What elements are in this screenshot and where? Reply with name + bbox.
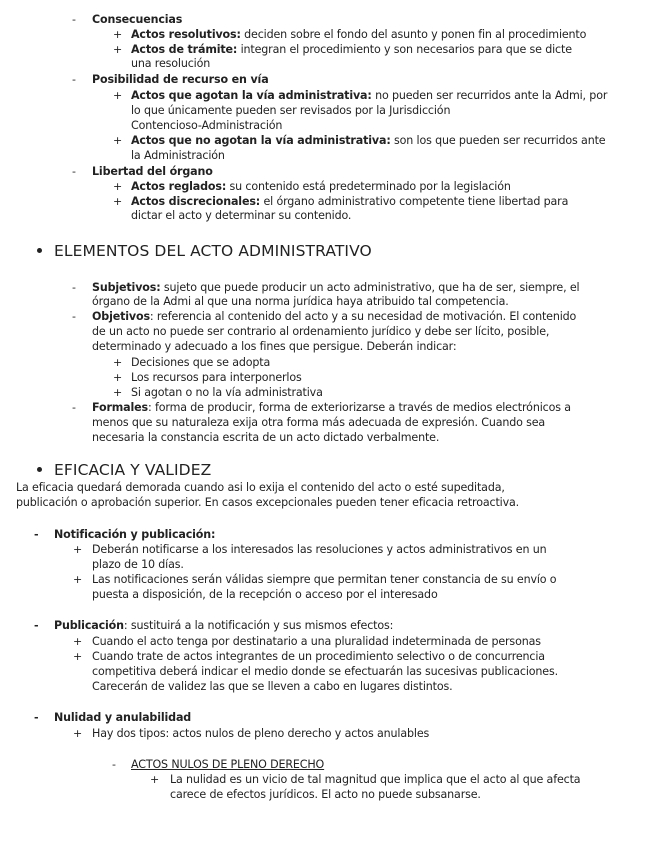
notificacion-item1-2: plazo de 10 días. bbox=[92, 558, 184, 571]
plus-marker: + bbox=[113, 134, 123, 147]
subjetivos-line bbox=[92, 281, 579, 295]
notificacion-item1-1: Deberán notificarse a los interesados las resoluciones y actos administrativos en un bbox=[92, 543, 547, 556]
dash-marker: - bbox=[34, 711, 39, 724]
nulos-title: ACTOS NULOS DE PLENO DERECHO bbox=[131, 758, 325, 771]
objetivos-item: Los recursos para interponerlos bbox=[131, 371, 302, 384]
objetivos-line bbox=[92, 310, 576, 324]
no-agotan-label: Actos que no agotan la vía administrativa: bbox=[131, 134, 391, 147]
dash-marker: - bbox=[72, 73, 76, 86]
agotan-label: Actos que agotan la vía administrativa: bbox=[131, 89, 372, 102]
plus-marker: + bbox=[73, 727, 83, 740]
subjetivos-label: Subjetivos: bbox=[92, 281, 161, 294]
objetivos-text: : referencia al contenido del acto y a su necesidad de motivación. El contenido bbox=[149, 310, 577, 323]
notificacion-item2-1: Las notificaciones serán válidas siempre que permitan tener constancia de su envío o bbox=[92, 573, 557, 586]
formales-text: : forma de producir, forma de exteriorizarse a través de medios electrónicos a bbox=[148, 401, 571, 414]
no-agotan-text-2: la Administración bbox=[131, 149, 225, 162]
plus-marker: + bbox=[113, 356, 123, 369]
dash-marker: - bbox=[72, 310, 76, 323]
plus-marker: + bbox=[73, 543, 83, 556]
eficacia-intro-2: publicación o aprobación superior. En casos excepcionales pueden tener eficacia retroactiva. bbox=[16, 496, 520, 509]
subjetivos-text: sujeto que puede producir un acto administrativo, que ha de ser, siempre, el bbox=[160, 281, 580, 294]
libertad-title: Libertad del órgano bbox=[92, 165, 213, 178]
notificacion-title: Notificación y publicación: bbox=[54, 528, 216, 541]
plus-marker: + bbox=[113, 371, 123, 384]
publicacion-text: : sustituirá a la notificación y sus mismos efectos: bbox=[123, 619, 394, 632]
plus-marker: + bbox=[73, 650, 83, 663]
plus-marker: + bbox=[113, 43, 123, 56]
reglados-text: su contenido está predeterminado por la legislación bbox=[226, 180, 511, 193]
plus-marker: + bbox=[113, 180, 123, 193]
dash-marker: - bbox=[34, 528, 39, 541]
no-agotan-line bbox=[131, 134, 605, 148]
agotan-text-2: lo que únicamente pueden ser revisados por la Jurisdicción bbox=[131, 104, 451, 117]
nulos-item-1: La nulidad es un vicio de tal magnitud que implica que el acto al que afecta bbox=[170, 773, 581, 786]
objetivos-text-2: de un acto no puede ser contrario al ordenamiento jurídico y debe ser lícito, posible, bbox=[92, 325, 550, 338]
reglados-label: Actos reglados: bbox=[131, 180, 227, 193]
objetivos-item: Decisiones que se adopta bbox=[131, 356, 271, 369]
nulos-item-2: carece de efectos jurídicos. El acto no puede subsanarse. bbox=[170, 788, 481, 801]
dash-marker: - bbox=[112, 758, 116, 771]
consecuencias-title: Consecuencias bbox=[92, 13, 183, 26]
discrecionales-text: el órgano administrativo competente tiene libertad para bbox=[260, 195, 569, 208]
reglados-line bbox=[131, 180, 511, 194]
dash-marker: - bbox=[72, 401, 76, 414]
agotan-line bbox=[131, 89, 607, 103]
publicacion-item1: Cuando el acto tenga por destinatario a una pluralidad indeterminada de personas bbox=[92, 635, 541, 648]
dash-marker: - bbox=[72, 165, 76, 178]
nulidad-item: Hay dos tipos: actos nulos de pleno derecho y actos anulables bbox=[92, 727, 430, 740]
agotan-text: no pueden ser recurridos ante la Admi, por bbox=[371, 89, 608, 102]
formales-label: Formales bbox=[92, 401, 148, 414]
dash-marker: - bbox=[72, 281, 76, 294]
bullet-dot bbox=[37, 248, 42, 253]
eficacia-heading: EFICACIA Y VALIDEZ bbox=[54, 461, 212, 479]
resolutivos-label: Actos resolutivos: bbox=[131, 28, 241, 41]
discrecionales-line bbox=[131, 195, 568, 209]
discrecionales-label: Actos discrecionales: bbox=[131, 195, 261, 208]
plus-marker: + bbox=[150, 773, 160, 786]
formales-text-3: necesaria la constancia escrita de un acto dictado verbalmente. bbox=[92, 431, 440, 444]
tramite-text: integran el procedimiento y son necesarios para que se dicte bbox=[237, 43, 572, 56]
plus-marker: + bbox=[113, 195, 123, 208]
dash-marker: - bbox=[34, 619, 39, 632]
tramite-label: Actos de trámite: bbox=[131, 43, 238, 56]
publicacion-item2-1: Cuando trate de actos integrantes de un procedimiento selectivo o de concurrencia bbox=[92, 650, 545, 663]
publicacion-label: Publicación bbox=[54, 619, 124, 632]
plus-marker: + bbox=[113, 28, 123, 41]
agotan-text-3: Contencioso-Administración bbox=[131, 119, 283, 132]
nulidad-title: Nulidad y anulabilidad bbox=[54, 711, 192, 724]
subjetivos-text-2: órgano de la Admi al que una norma jurídica haya atribuido tal competencia. bbox=[92, 295, 509, 308]
elementos-heading: ELEMENTOS DEL ACTO ADMINISTRATIVO bbox=[54, 242, 372, 260]
objetivos-item: Si agotan o no la vía administrativa bbox=[131, 386, 323, 399]
objetivos-text-3: determinado y adecuado a los fines que persigue. Deberán indicar: bbox=[92, 340, 457, 353]
no-agotan-text: son los que pueden ser recurridos ante bbox=[390, 134, 606, 147]
notificacion-item2-2: puesta a disposición, de la recepción o acceso por el interesado bbox=[92, 588, 438, 601]
publicacion-line bbox=[54, 619, 393, 633]
publicacion-item2-2: competitiva deberá indicar el medio donde se efectuarán las sucesivas publicaciones. bbox=[92, 665, 558, 678]
formales-text-2: menos que su naturaleza exija otra forma más adecuada de expresión. Cuando sea bbox=[92, 416, 546, 429]
recurso-title: Posibilidad de recurso en vía bbox=[92, 73, 269, 86]
tramite-line bbox=[131, 43, 572, 57]
dash-marker: - bbox=[72, 13, 76, 26]
bullet-dot bbox=[37, 467, 42, 472]
plus-marker: + bbox=[113, 89, 123, 102]
eficacia-intro-1: La eficacia quedará demorada cuando asi lo exija el contenido del acto o esté supeditada, bbox=[16, 481, 505, 494]
tramite-text-2: una resolución bbox=[131, 57, 211, 70]
resolutivos-line bbox=[131, 28, 586, 42]
objetivos-label: Objetivos bbox=[92, 310, 150, 323]
plus-marker: + bbox=[73, 635, 83, 648]
plus-marker: + bbox=[73, 573, 83, 586]
plus-marker: + bbox=[113, 386, 123, 399]
publicacion-item2-3: Carecerán de validez las que se lleven a cabo en lugares distintos. bbox=[92, 680, 453, 693]
resolutivos-text: deciden sobre el fondo del asunto y ponen fin al procedimiento bbox=[240, 28, 587, 41]
formales-line bbox=[92, 401, 571, 415]
discrecionales-text-2: dictar el acto y determinar su contenido. bbox=[131, 209, 352, 222]
